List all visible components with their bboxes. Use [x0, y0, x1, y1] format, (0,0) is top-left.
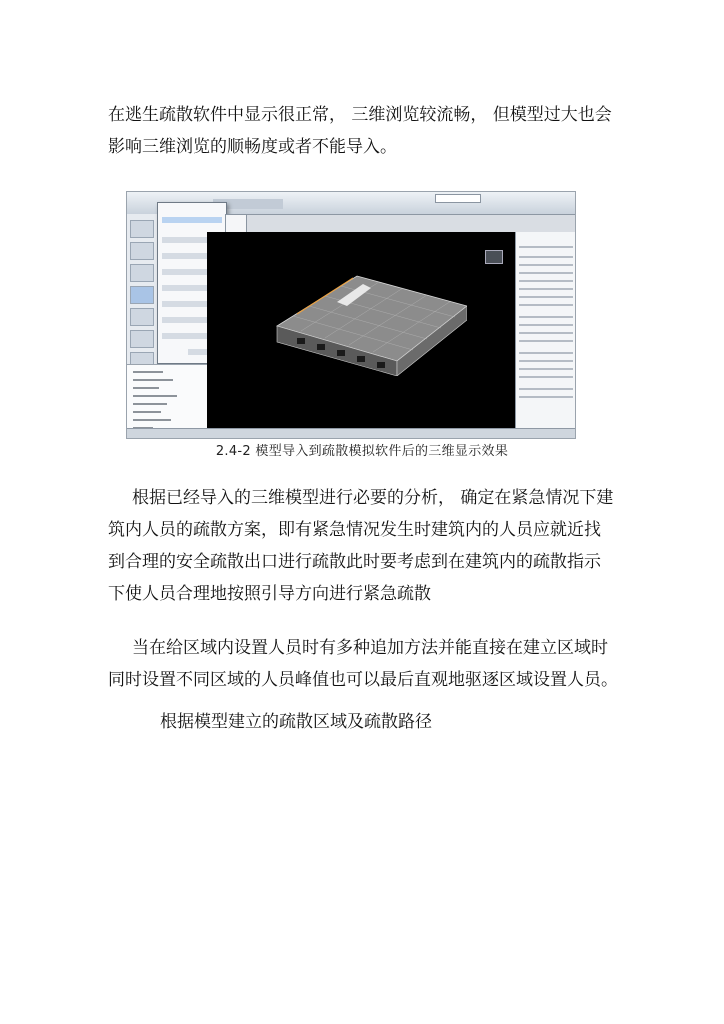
property-row [519, 388, 573, 390]
paragraph-intro [108, 99, 612, 163]
software-screenshot-figure [126, 191, 576, 439]
tree-row [133, 371, 163, 373]
property-row [519, 280, 573, 282]
paragraph-personnel [108, 632, 618, 696]
property-row [519, 316, 573, 318]
nav-button-active [130, 286, 154, 304]
property-row [519, 296, 573, 298]
text-line: 根据模型建立的疏散区域及疏散路径 [160, 712, 432, 732]
text-line: 下使人员合理地按照引导方向进行紧急疏散 [108, 584, 431, 604]
text-line: 到合理的安全疏散出口进行疏散此时要考虑到在建筑内的疏散指示 [108, 552, 601, 572]
tree-row [133, 419, 171, 421]
property-row [519, 332, 573, 334]
property-row [519, 360, 573, 362]
view-cube-icon [485, 250, 503, 264]
property-row [519, 256, 573, 258]
text-line: 影响三维浏览的顺畅度或者不能导入。 [108, 137, 397, 157]
tree-row [133, 403, 167, 405]
menu-row [162, 217, 222, 223]
text-line: 筑内人员的疏散方案，即有紧急情况发生时建筑内的人员应就近找 [108, 520, 601, 540]
tree-row [133, 411, 161, 413]
figure-caption: 2.4-2 模型导入到疏散模拟软件后的三维显示效果 [215, 444, 509, 459]
property-row [519, 352, 573, 354]
property-row [519, 324, 573, 326]
nav-button [130, 220, 154, 238]
property-row [519, 304, 573, 306]
property-row [519, 264, 573, 266]
text-line: 根据已经导入的三维模型进行必要的分析， 确定在紧急情况下建 [132, 488, 614, 508]
paragraph-evacuation-route [160, 706, 432, 738]
property-row [519, 288, 573, 290]
status-bar [127, 428, 575, 439]
nav-button [130, 242, 154, 260]
tree-row [133, 379, 173, 381]
property-row [519, 368, 573, 370]
paragraph-analysis [108, 482, 613, 610]
tree-row [133, 395, 177, 397]
3d-viewport [207, 232, 515, 428]
search-box [435, 194, 481, 203]
property-row [519, 272, 573, 274]
text-line: 同时设置不同区域的人员峰值也可以最后直观地驱逐区域设置人员。 [108, 670, 618, 690]
tree-row [133, 387, 159, 389]
nav-button [130, 330, 154, 348]
property-row [519, 376, 573, 378]
property-row [519, 340, 573, 342]
properties-panel [515, 232, 576, 438]
text-line: 当在给区域内设置人员时有多种追加方法并能直接在建立区域时 [132, 638, 608, 658]
property-row [519, 246, 573, 248]
nav-button [130, 308, 154, 326]
building-3d-model [267, 266, 467, 376]
property-row [519, 396, 573, 398]
nav-button [130, 264, 154, 282]
text-line: 在逃生疏散软件中显示很正常， 三维浏览较流畅， 但模型过大也会 [108, 105, 612, 125]
